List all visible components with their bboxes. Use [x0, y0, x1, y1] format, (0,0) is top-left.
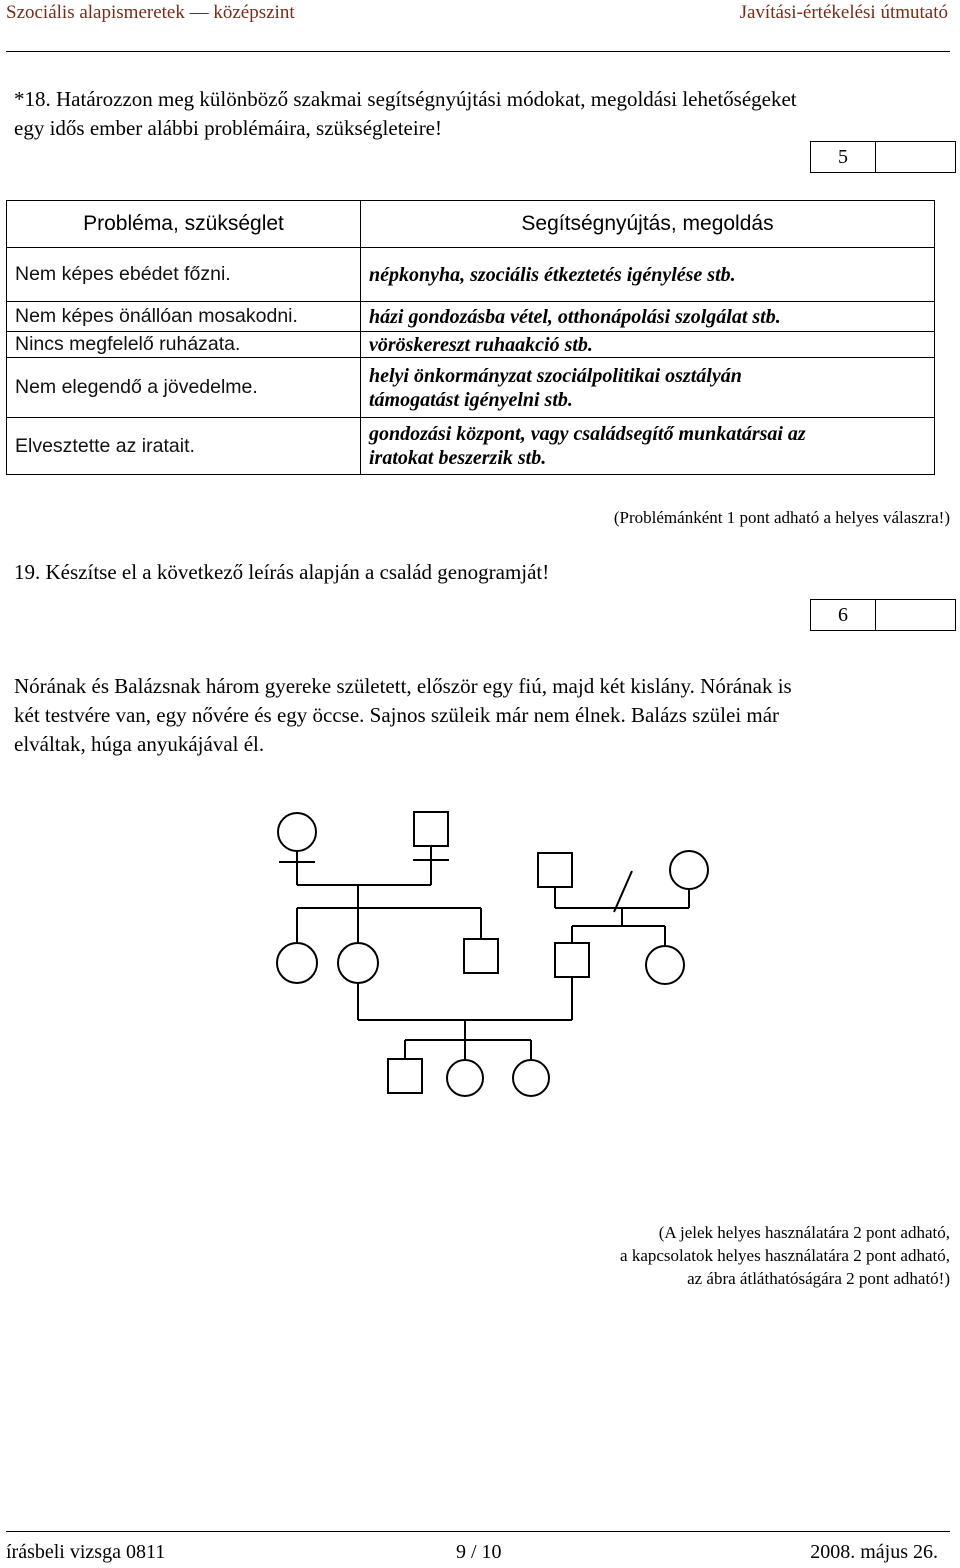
solution-cell: népkonyha, szociális étkeztetés igénylése stb. — [361, 248, 935, 302]
solution-line: helyi önkormányzat szociálpolitikai osztályán — [369, 364, 742, 387]
header-left: Szociális alapismeretek — középszint — [6, 2, 295, 23]
daughter2-symbol — [513, 1060, 549, 1096]
q18-score-blank — [876, 142, 955, 172]
solution-line: gondozási központ, vagy családsegítő munkatársai az — [369, 423, 806, 445]
table-row — [7, 248, 935, 302]
q19-para-line1: Nórának és Balázsnak három gyereke született, először egy fiú, majd két kislány. Nórának is — [14, 674, 792, 698]
table-row — [7, 358, 935, 418]
solution-line: támogatást igényelni stb. — [369, 388, 573, 411]
col-problem-header: Probléma, szükséglet — [7, 201, 361, 248]
divorce-mark — [614, 871, 632, 912]
q18-line2: egy idős ember alábbi problémáira, szükségleteire! — [14, 116, 442, 140]
problem-cell: Nem elegendő a jövedelme. — [7, 358, 361, 418]
solution-cell — [361, 418, 935, 475]
q19-note-line3: az ábra átláthatóságára 2 pont adható!) — [687, 1269, 950, 1288]
q19-para-line3: elváltak, húga anyukájával él. — [14, 732, 265, 756]
problem-cell: Elvesztette az iratait. — [7, 418, 361, 475]
footer-date: 2008. május 26. — [810, 1541, 938, 1563]
maternal-grandfather-symbol — [414, 812, 448, 846]
table-row — [7, 302, 935, 332]
sister-symbol — [277, 943, 317, 983]
q19-score: 6 — [811, 600, 876, 630]
table-header-row — [7, 201, 935, 248]
header-right: Javítási-értékelési útmutató — [739, 2, 948, 23]
daughter1-symbol — [447, 1060, 483, 1096]
footer-left: írásbeli vizsga 0811 — [6, 1541, 166, 1563]
header-rule — [6, 51, 950, 52]
q18-note: (Problémánként 1 pont adható a helyes válaszra!) — [613, 508, 950, 527]
solution-cell: házi gondozásba vétel, otthonápolási szolgálat stb. — [361, 302, 935, 332]
solution-line: iratokat beszerzik stb. — [369, 447, 547, 469]
nora-symbol — [338, 943, 378, 983]
q18-score-box — [810, 141, 956, 173]
solution-cell: vöröskereszt ruhaakció stb. — [361, 332, 935, 358]
q18-score: 5 — [811, 142, 876, 172]
q18-line1: *18. Határozzon meg különböző szakmai segítségnyújtási módokat, megoldási lehetőségeket — [14, 87, 797, 111]
footer-page: 9 / 10 — [456, 1541, 502, 1563]
maternal-grandmother-symbol — [278, 813, 316, 851]
q19-score-box — [810, 599, 956, 631]
solution-cell — [361, 358, 935, 418]
col-solution-header: Segítségnyújtás, megoldás — [361, 201, 935, 248]
problem-cell: Nem képes ebédet főzni. — [7, 248, 361, 302]
problem-cell: Nincs megfelelő ruházata. — [7, 332, 361, 358]
table-row — [7, 332, 935, 358]
paternal-grandfather-symbol — [538, 853, 572, 887]
table-row — [7, 418, 935, 475]
genogram — [0, 790, 960, 1120]
problem-cell: Nem képes önállóan mosakodni. — [7, 302, 361, 332]
balazs-symbol — [555, 943, 589, 977]
q19-note-line1: (A jelek helyes használatára 2 pont adható, — [658, 1223, 950, 1242]
balazs-sister-symbol — [646, 946, 684, 984]
q19-para-line2: két testvére van, egy nővére és egy öccse. Sajnos szüleik már nem élnek. Balázs szülei már — [14, 703, 780, 727]
q19-title: 19. Készítse el a következő leírás alapján a család genogramját! — [14, 560, 550, 584]
brother-symbol — [464, 939, 498, 973]
q19-score-blank — [876, 600, 955, 630]
problem-table — [6, 200, 935, 475]
paternal-grandmother-symbol — [670, 851, 708, 889]
son-symbol — [388, 1059, 422, 1093]
q19-note-line2: a kapcsolatok helyes használatára 2 pont adható, — [620, 1246, 950, 1265]
footer-rule — [6, 1531, 950, 1532]
